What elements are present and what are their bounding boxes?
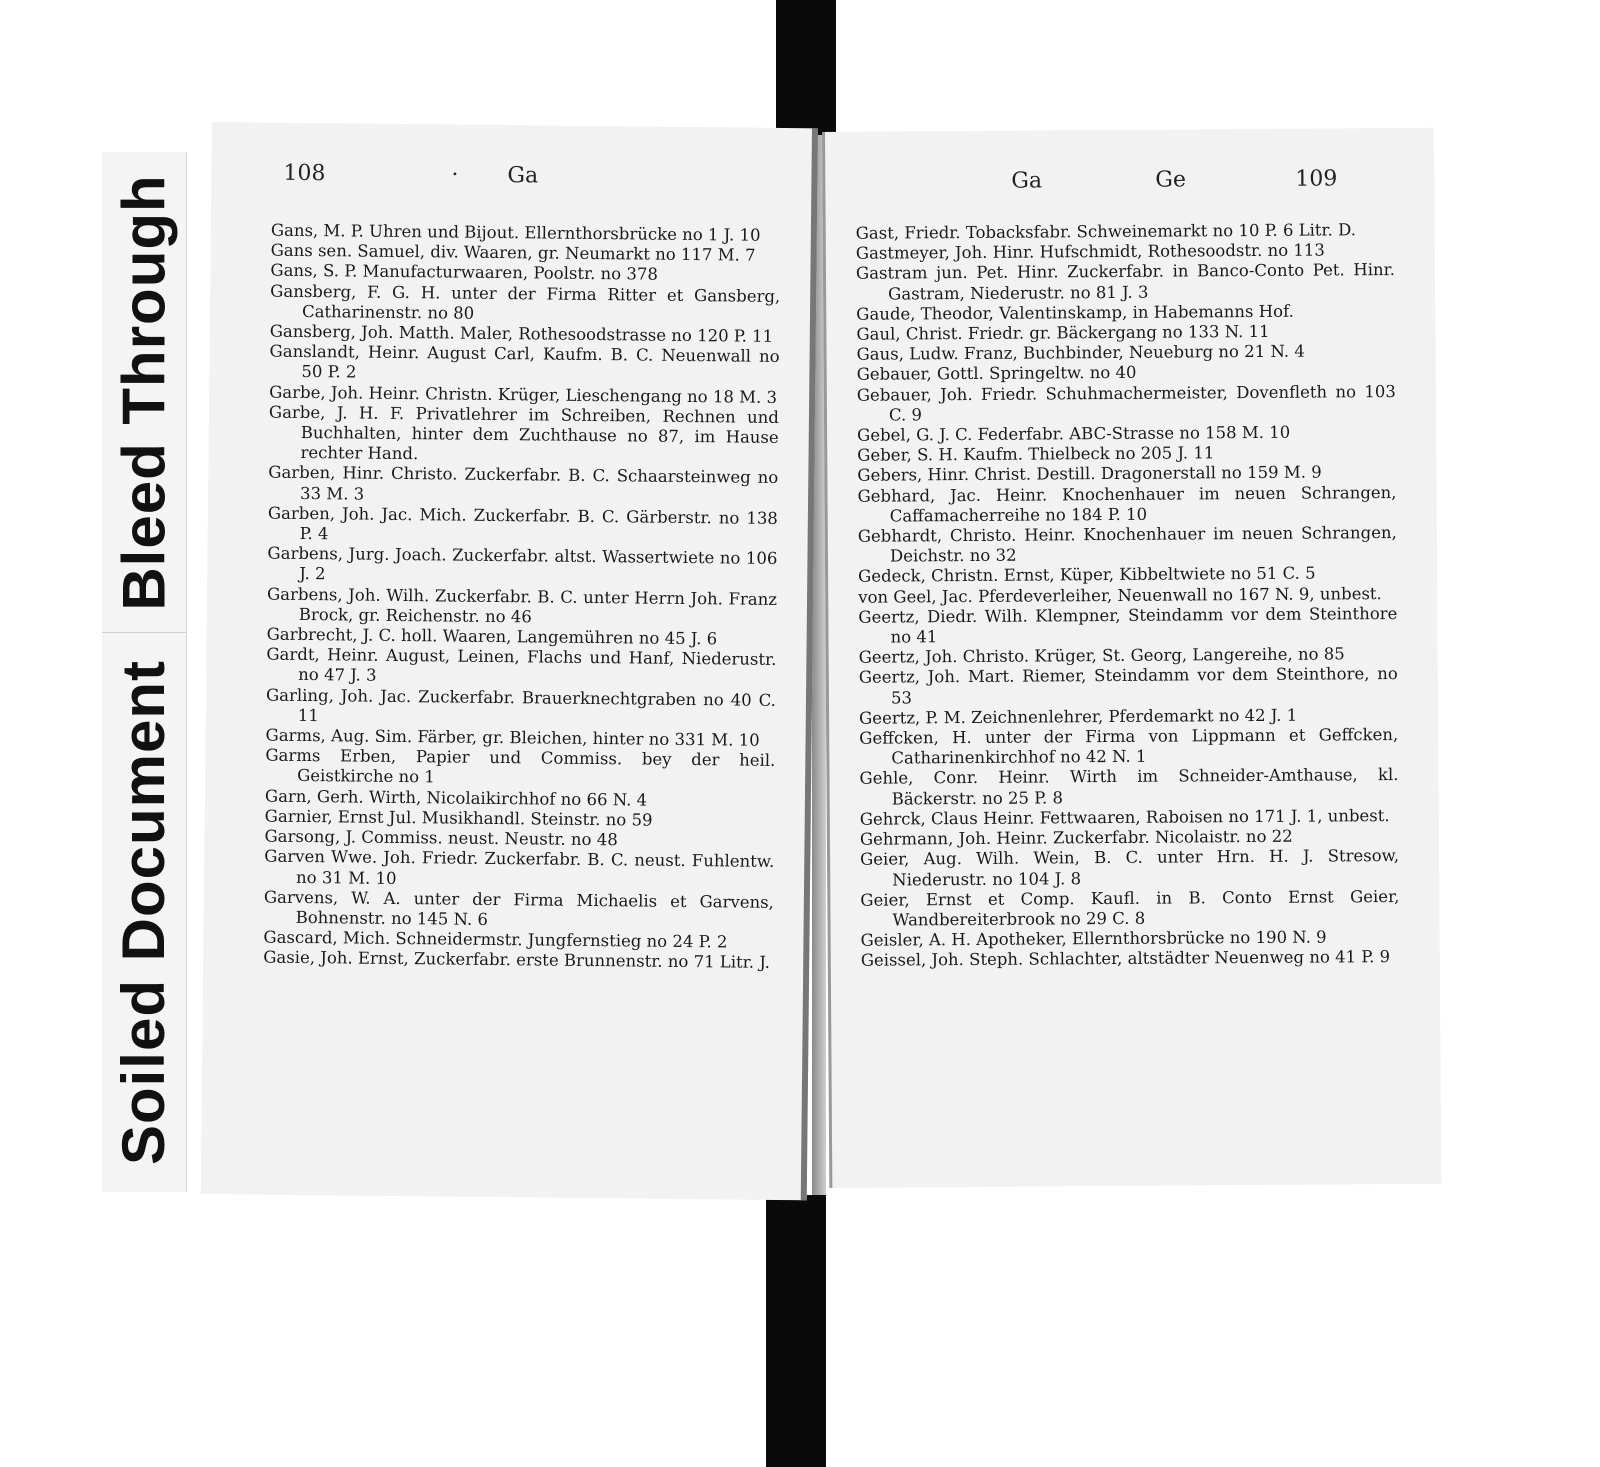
directory-entry: Garling, Joh. Jac. Zuckerfabr. Brauerknechtgraben no 40 C. 11 — [265, 685, 777, 726]
left-entry-list — [263, 221, 781, 974]
directory-entry: Garnier, Ernst Jul. Musikhandl. Steinstr. no 59 — [264, 806, 653, 830]
directory-entry: Gehrmann, Joh. Heinr. Zuckerfabr. Nicolaistr. no 22 — [859, 826, 1293, 849]
left-head-dot: · — [451, 162, 459, 188]
left-page-number: 108 — [283, 160, 326, 187]
left-section-heading: Ga — [507, 163, 539, 189]
directory-entry: Gebhardt, Christo. Heinr. Knochenhauer im neuen Schrangen, Deichstr. no 32 — [857, 523, 1397, 566]
side-label-upper: Bleed Through — [110, 173, 178, 611]
directory-entry: Gansberg, F. G. H. unter der Firma Ritter et Gansberg, Catharinenstr. no 80 — [270, 281, 781, 323]
right-entry-list — [856, 220, 1400, 971]
directory-entry: Garbe, Joh. Heinr. Christn. Krüger, Lieschengang no 18 M. 3 — [269, 382, 778, 407]
directory-entry: Geertz, Joh. Mart. Riemer, Steindamm vor dem Steinthore, no 53 — [858, 664, 1398, 708]
directory-entry: Garn, Gerh. Wirth, Nicolaikirchhof no 66 N. 4 — [264, 786, 648, 810]
directory-entry: Gastmeyer, Joh. Hinr. Hufschmidt, Rothesoodstr. no 113 — [855, 240, 1325, 263]
directory-entry: Garbens, Joh. Wilh. Zuckerfabr. B. C. unter Herrn Joh. Franz Brock, gr. Reichenstr. no 46 — [266, 584, 778, 627]
directory-entry: Geber, S. H. Kaufm. Thielbeck no 205 J. 11 — [857, 443, 1215, 465]
directory-entry: Garben, Joh. Jac. Mich. Zuckerfabr. B. C. Gärberstr. no 138 P. 4 — [267, 503, 778, 544]
directory-entry: Gascard, Mich. Schneidermstr. Jungfernstieg no 24 P. 2 — [263, 927, 728, 952]
directory-entry: Gans, S. P. Manufacturwaaren, Poolstr. no 378 — [270, 261, 659, 285]
right-running-head — [825, 166, 1434, 202]
directory-entry: Garms Erben, Papier und Commiss. bey der heil. Geistkirche no 1 — [265, 745, 776, 787]
directory-entry: Gedeck, Christn. Ernst, Küper, Kibbeltwiete no 51 C. 5 — [858, 564, 1316, 587]
side-label-upper-box — [102, 152, 186, 633]
directory-entry: Garbe, J. H. F. Privatlehrer im Schreiben, Rechnen und Buchhalten, hinter dem Zuchthause no 87, im Hause rechter Hand. — [268, 402, 780, 464]
directory-entry: Gasie, Joh. Ernst, Zuckerfabr. erste Brunnenstr. no 71 Litr. J. — [263, 947, 770, 973]
directory-entry: Gebers, Hinr. Christ. Destill. Dragonerstall no 159 M. 9 — [857, 462, 1322, 486]
directory-entry: Gebhard, Jac. Heinr. Knochenhauer im neuen Schrangen, Caffamacherreihe no 184 P. 10 — [857, 482, 1397, 526]
directory-entry: Gebauer, Gottl. Springeltw. no 40 — [856, 363, 1137, 385]
directory-entry: Gebauer, Joh. Friedr. Schuhmachermeister, Dovenfleth no 103 C. 9 — [856, 381, 1396, 425]
directory-entry: Garben, Hinr. Christo. Zuckerfabr. B. C. Schaarsteinweg no 33 M. 3 — [268, 463, 779, 504]
directory-entry: Gaude, Theodor, Valentinskamp, in Habemanns Hof. — [856, 301, 1294, 324]
directory-entry: Geisler, A. H. Apotheker, Ellernthorsbrücke no 190 N. 9 — [860, 927, 1327, 950]
directory-entry: Gans, M. P. Uhren und Bijout. Ellernthorsbrücke no 1 J. 10 — [270, 220, 761, 245]
directory-entry: Geertz, P. M. Zeichnenlehrer, Pferdemarkt no 42 J. 1 — [859, 705, 1298, 728]
right-section-heading-ge: Ge — [1155, 167, 1187, 193]
binding-strip-top — [776, 0, 836, 142]
side-label-lower-box — [102, 633, 186, 1192]
directory-entry: Garms, Aug. Sim. Färber, gr. Bleichen, hinter no 331 M. 10 — [265, 725, 760, 750]
directory-entry: Gansberg, Joh. Matth. Maler, Rothesoodstrasse no 120 P. 11 — [269, 321, 774, 346]
directory-entry: Garbens, Jurg. Joach. Zuckerfabr. altst. Wassertwiete no 106 J. 2 — [267, 543, 778, 584]
directory-entry: Geissel, Joh. Steph. Schlachter, altstädter Neuenweg no 41 P. 9 — [860, 947, 1391, 971]
left-page — [201, 122, 818, 1200]
directory-entry: Gehrck, Claus Heinr. Fettwaaren, Raboisen no 171 J. 1, unbest. — [859, 805, 1390, 829]
directory-entry: Garsong, J. Commiss. neust. Neustr. no 48 — [264, 826, 618, 850]
directory-entry: Gardt, Heinr. August, Leinen, Flachs und Hanf, Niederustr. no 47 J. 3 — [266, 644, 777, 686]
directory-entry: von Geel, Jac. Pferdeverleiher, Neuenwall no 167 N. 9, unbest. — [858, 583, 1382, 607]
side-label-lower: Soiled Document — [110, 659, 178, 1166]
right-page — [822, 128, 1441, 1188]
directory-entry: Ganslandt, Heinr. August Carl, Kaufm. B. C. Neuenwall no 50 P. 2 — [269, 341, 780, 382]
directory-entry: Garvens, W. A. unter der Firma Michaelis et Garvens, Bohnenstr. no 145 N. 6 — [263, 887, 774, 929]
directory-entry: Gast, Friedr. Tobacksfabr. Schweinemarkt no 10 P. 6 Litr. D. — [855, 220, 1357, 243]
directory-entry: Geertz, Diedr. Wilh. Klempner, Steindamm vor dem Steinthore no 41 — [858, 603, 1398, 647]
directory-entry: Gastram jun. Pet. Hinr. Zuckerfabr. in Banco-Conto Pet. Hinr. Gastram, Niederustr. no 81 J. 3 — [855, 260, 1396, 304]
directory-entry: Geier, Aug. Wilh. Wein, B. C. unter Hrn. H. J. Stresow, Niederustr. no 104 J. 8 — [860, 846, 1400, 890]
directory-entry: Gebel, G. J. C. Federfabr. ABC-Strasse no 158 M. 10 — [857, 422, 1291, 445]
directory-entry: Gaus, Ludw. Franz, Buchbinder, Neueburg no 21 N. 4 — [856, 341, 1305, 364]
binding-strip-bottom — [766, 1195, 826, 1467]
directory-entry: Geffcken, H. unter der Firma von Lippmann et Geffcken, Catharinenkirchhof no 42 N. 1 — [859, 725, 1399, 768]
right-section-heading-ga: Ga — [1011, 168, 1043, 194]
right-page-number: 109 — [1295, 166, 1338, 192]
directory-entry: Gaul, Christ. Friedr. gr. Bäckergang no 133 N. 11 — [856, 321, 1270, 344]
directory-entry: Garbrecht, J. C. holl. Waaren, Langemühren no 45 J. 6 — [266, 624, 718, 649]
directory-entry: Gehle, Conr. Heinr. Wirth im Schneider-Amthause, kl. Bäckerstr. no 25 P. 8 — [859, 765, 1399, 809]
directory-entry: Gans sen. Samuel, div. Waaren, gr. Neumarkt no 117 M. 7 — [270, 240, 756, 265]
directory-entry: Geier, Ernst et Comp. Kaufl. in B. Conto Ernst Geier, Wandbereiterbrook no 29 C. 8 — [860, 886, 1400, 930]
directory-entry: Garven Wwe. Joh. Friedr. Zuckerfabr. B. C. neust. Fuhlentw. no 31 M. 10 — [264, 846, 775, 888]
left-running-head — [211, 160, 811, 198]
side-label — [102, 152, 187, 1192]
directory-entry: Geertz, Joh. Christo. Krüger, St. Georg, Langereihe, no 85 — [858, 644, 1345, 668]
